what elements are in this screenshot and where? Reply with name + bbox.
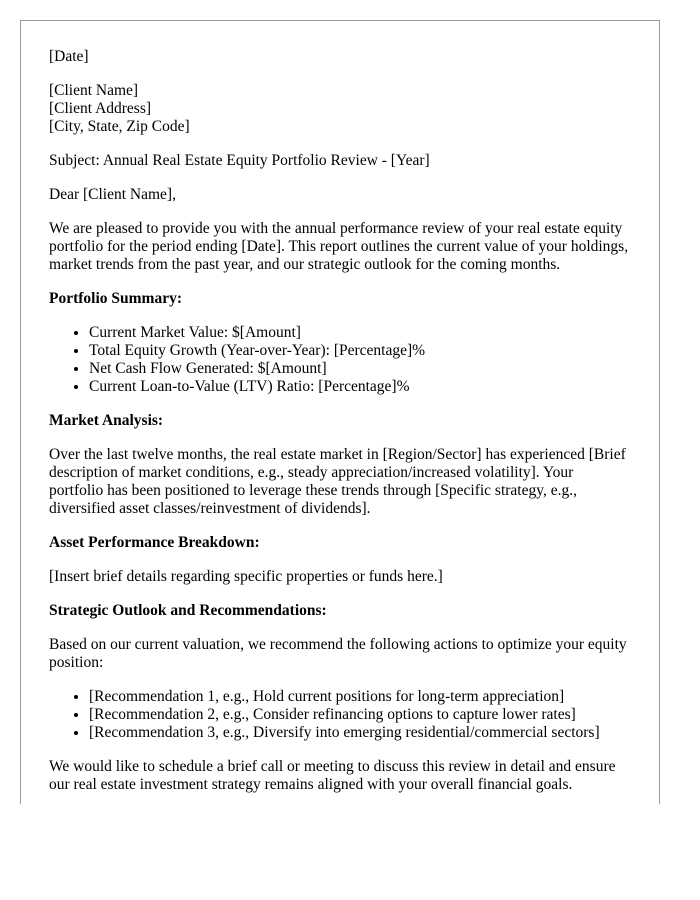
letter-salutation: Dear [Client Name], bbox=[49, 186, 176, 203]
strategic-outlook-heading: Strategic Outlook and Recommendations: bbox=[49, 602, 327, 619]
portfolio-summary-list bbox=[49, 324, 631, 396]
recommendations-list bbox=[49, 688, 631, 742]
list-item: • Current Market Value: $[Amount] bbox=[89, 324, 631, 342]
recipient-block bbox=[49, 82, 631, 136]
list-item: • [Recommendation 3, e.g., Diversify into emerging residential/commercial sectors] bbox=[89, 724, 631, 742]
recipient-address: [Client Address] bbox=[49, 100, 152, 117]
intro-paragraph: We are pleased to provide you with the annual performance review of your real estate equity portfolio for the period ending [Date]. This report outlines the current value of your holdings, market trends from the past year, and our strategic outlook for the coming months. bbox=[49, 220, 629, 273]
letter-page bbox=[20, 20, 660, 804]
portfolio-summary-heading: Portfolio Summary: bbox=[49, 290, 183, 307]
list-item: • Total Equity Growth (Year-over-Year): [Percentage]% bbox=[89, 342, 631, 360]
asset-performance-paragraph: [Insert brief details regarding specific properties or funds here.] bbox=[49, 568, 443, 585]
market-analysis-paragraph: Over the last twelve months, the real estate market in [Region/Sector] has experienced [Brief description of market conditions, e.g., steady appreciation/increased volatility]. Your portfolio has been positioned to leverage these trends through [Specific strategy, e.g., diversified asset classes/reinvestment of dividends]. bbox=[49, 446, 626, 517]
list-item: • Current Loan-to-Value (LTV) Ratio: [Percentage]% bbox=[89, 378, 631, 396]
asset-performance-heading: Asset Performance Breakdown: bbox=[49, 534, 260, 551]
list-item: • Net Cash Flow Generated: $[Amount] bbox=[89, 360, 631, 378]
closing-paragraph: We would like to schedule a brief call or meeting to discuss this review in detail and ensure our real estate investment strategy remains aligned with your overall financial goals. bbox=[49, 758, 616, 793]
list-item: • [Recommendation 1, e.g., Hold current positions for long-term appreciation] bbox=[89, 688, 631, 706]
recipient-name: [Client Name] bbox=[49, 82, 139, 99]
list-item: • [Recommendation 2, e.g., Consider refinancing options to capture lower rates] bbox=[89, 706, 631, 724]
recipient-city-state-zip: [City, State, Zip Code] bbox=[49, 118, 190, 135]
letter-body bbox=[21, 21, 659, 794]
strategic-outlook-paragraph: Based on our current valuation, we recommend the following actions to optimize your equity position: bbox=[49, 636, 627, 671]
market-analysis-heading: Market Analysis: bbox=[49, 412, 164, 429]
letter-date: [Date] bbox=[49, 48, 89, 65]
letter-subject: Subject: Annual Real Estate Equity Portfolio Review - [Year] bbox=[49, 152, 430, 169]
